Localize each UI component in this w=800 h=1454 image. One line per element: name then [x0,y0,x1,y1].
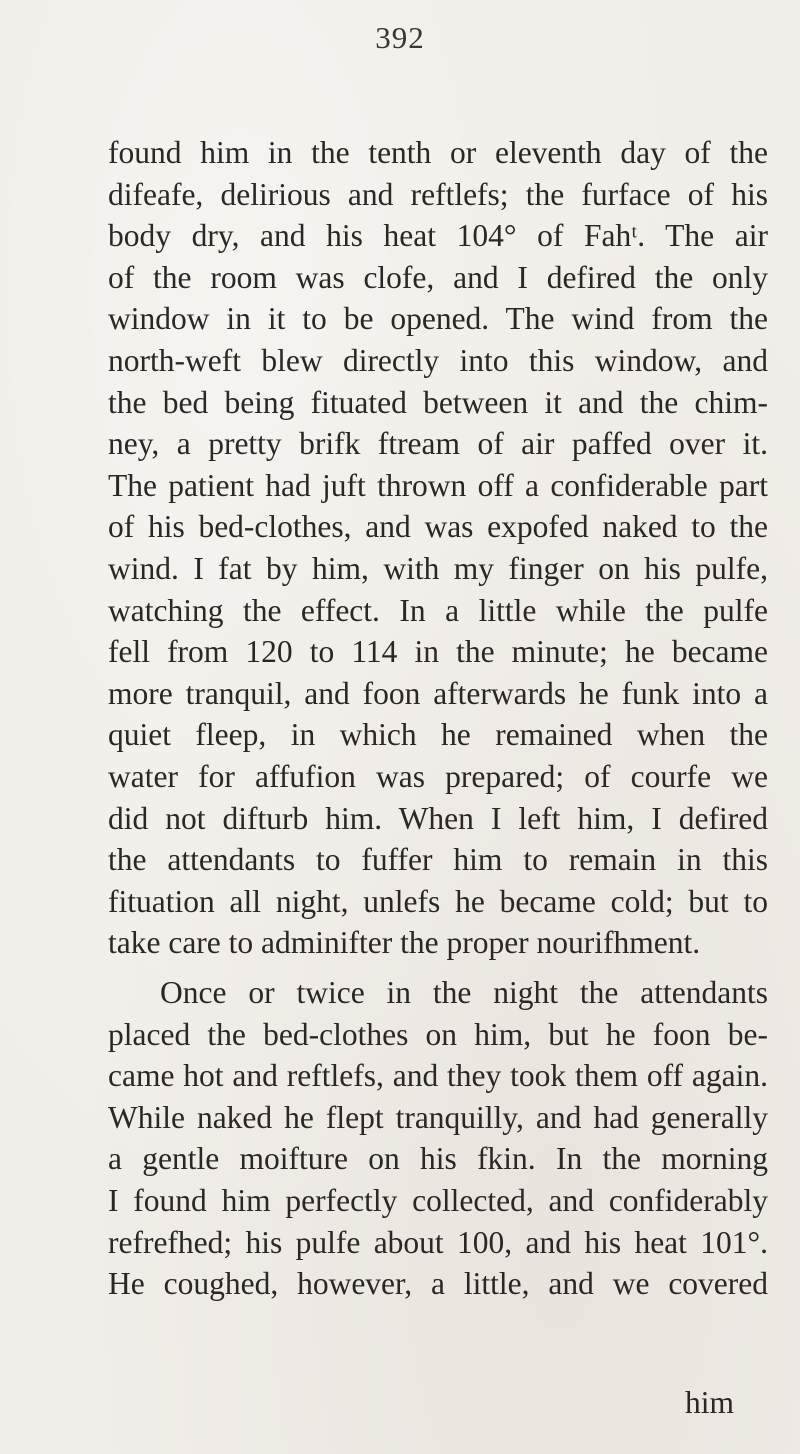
text-line: I found him perfectly collected, and confiderably [108,1182,768,1218]
text-line: placed the bed-clothes on him, but he foon be- [108,1016,768,1052]
text-line: difeafe, delirious and reftlefs; the furface of his [108,176,768,212]
text-line: window in it to be opened. The wind from the [108,301,768,337]
page-number: 392 [375,20,425,55]
text-line: quiet fleep, in which he remained when the [108,717,768,753]
text-line: of his bed-clothes, and was expofed naked to the [108,509,768,545]
text-line: While naked he flept tranquilly, and had generally [108,1099,768,1135]
text-line: The patient had juft thrown off a confiderable part [108,467,768,503]
catchword: him [684,1385,734,1420]
text-line: a gentle moifture on his fkin. In the morning [108,1141,768,1177]
text-line: refrefhed; his pulfe about 100, and his heat 101°. [108,1224,768,1260]
text-line: He coughed, however, a little, and we covered [108,1266,768,1302]
text-line: fituation all night, unlefs he became cold; but to [108,883,768,919]
text-line: north-weft blew directly into this window, and [108,342,768,378]
text-line: came hot and reftlefs, and they took them off again. [108,1058,768,1094]
text-line: Once or twice in the night the attendants [160,975,768,1010]
text-line: found him in the tenth or eleventh day of the [108,135,768,170]
text-line: water for affufion was prepared; of courfe we [108,758,768,794]
text-line: fell from 120 to 114 in the minute; he became [108,634,768,670]
text-line: the bed being fituated between it and the chim- [108,384,768,420]
paragraph-2 [108,972,768,1305]
paragraph-1 [108,132,768,964]
text-line: ney, a pretty brifk ftream of air paffed over it. [108,426,768,462]
text-line: body dry, and his heat 104° of Fahᵗ. The air [108,218,768,254]
text-line: wind. I fat by him, with my finger on his pulfe, [108,550,768,586]
text-line: the attendants to fuffer him to remain in this [108,842,768,878]
text-line: more tranquil, and foon afterwards he funk into a [108,675,768,711]
text-line: of the room was clofe, and I defired the only [108,259,768,295]
text-line: watching the effect. In a little while the pulfe [108,592,768,628]
text-line: did not difturb him. When I left him, I defired [108,800,768,836]
text-line: take care to adminifter the proper nourifhment. [108,925,701,961]
